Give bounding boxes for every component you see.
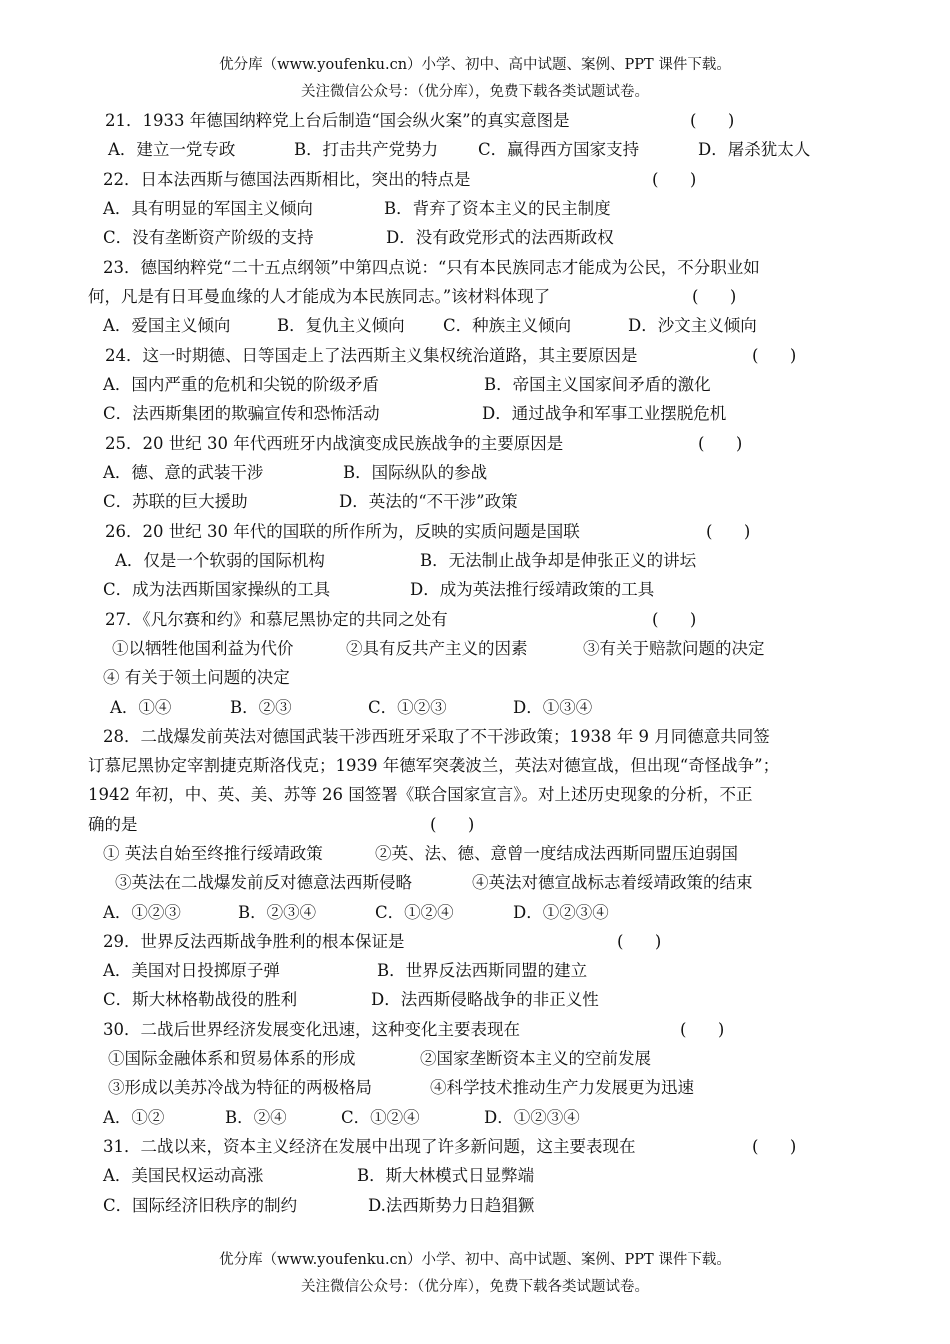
option-b: B．世界反法西斯同盟的建立 bbox=[377, 961, 588, 980]
answer-bracket: ( ) bbox=[617, 932, 662, 951]
option-b: B．②③④ bbox=[238, 903, 317, 922]
question-stem: 29．世界反法西斯战争胜利的根本保证是 bbox=[103, 932, 405, 951]
option-b: B．背弃了资本主义的民主制度 bbox=[384, 199, 611, 218]
option-a: A．①②③ bbox=[103, 903, 181, 922]
question-stem-line-2: 订慕尼黑协定宰割捷克斯洛伐克；1939 年德军突袭波兰，英法对德宣战，但出现“奇怪战争”； bbox=[88, 756, 780, 775]
question-stem: 31．二战以来，资本主义经济在发展中出现了许多新问题，这主要表现在 bbox=[103, 1137, 636, 1156]
option-b: B．斯大林模式日显弊端 bbox=[357, 1166, 535, 1185]
option-a: A．美国对日投掷原子弹 bbox=[103, 961, 280, 980]
statement-3: ③英法在二战爆发前反对德意法西斯侵略 bbox=[115, 873, 412, 892]
option-d: D．法西斯侵略战争的非正义性 bbox=[371, 990, 599, 1009]
question-stem: 21．1933 年德国纳粹党上台后制造“国会纵火案”的真实意图是 bbox=[105, 111, 570, 130]
question-stem: 22．日本法西斯与德国法西斯相比，突出的特点是 bbox=[103, 170, 471, 189]
answer-bracket: ( ) bbox=[752, 346, 797, 365]
option-b: B．②③ bbox=[230, 698, 292, 717]
question-stem: 25．20 世纪 30 年代西班牙内战演变成民族战争的主要原因是 bbox=[105, 434, 564, 453]
header-line-2: 关注微信公众号：（优分库），免费下载各类试题试卷。 bbox=[301, 84, 649, 100]
answer-bracket: ( ) bbox=[652, 170, 697, 189]
option-b: B．打击共产党势力 bbox=[294, 140, 439, 159]
option-a: A．具有明显的军国主义倾向 bbox=[103, 199, 313, 218]
option-a: A．①④ bbox=[110, 698, 172, 717]
answer-bracket: ( ) bbox=[692, 287, 737, 306]
statement-1: ①国际金融体系和贸易体系的形成 bbox=[108, 1049, 356, 1068]
page-header bbox=[0, 52, 950, 106]
option-b: B．帝国主义国家间矛盾的激化 bbox=[484, 375, 711, 394]
question-stem-line-3: 1942 年初，中、英、美、苏等 26 国签署《联合国家宣言》。对上述历史现象的分析，不正 bbox=[88, 785, 753, 804]
question-stem-line-1: 23．德国纳粹党“二十五点纲领”中第四点说：“只有本民族同志才能成为公民，不分职业如 bbox=[103, 258, 760, 277]
question-stem: 24．这一时期德、日等国走上了法西斯主义集权统治道路，其主要原因是 bbox=[105, 346, 638, 365]
statement-4: ④ 有关于领土问题的决定 bbox=[103, 668, 290, 687]
question-stem: 26．20 世纪 30 年代的国联的所作所为，反映的实质问题是国联 bbox=[105, 522, 580, 541]
option-c: C．①②④ bbox=[341, 1108, 420, 1127]
question-stem-line-2: 何，凡是有日耳曼血缘的人才能成为本民族同志。”该材料体现了 bbox=[88, 287, 551, 306]
option-b: B．②④ bbox=[225, 1108, 287, 1127]
option-d: D.法西斯势力日趋猖獗 bbox=[368, 1196, 535, 1215]
option-a: A．建立一党专政 bbox=[108, 140, 236, 159]
option-c: C．没有垄断资产阶级的支持 bbox=[103, 228, 314, 247]
statement-3: ③有关于赔款问题的决定 bbox=[583, 639, 765, 658]
question-stem-line-4: 确的是 bbox=[88, 815, 138, 834]
answer-bracket: ( ) bbox=[690, 111, 735, 130]
footer-line-1: 优分库（www.youfenku.cn）小学、初中、高中试题、案例、PPT 课件下载。 bbox=[219, 1252, 731, 1268]
option-d: D．成为英法推行绥靖政策的工具 bbox=[410, 580, 655, 599]
option-c: C．①②③ bbox=[368, 698, 447, 717]
answer-bracket: ( ) bbox=[430, 815, 475, 834]
option-c: C．赢得西方国家支持 bbox=[478, 140, 640, 159]
option-c: C．种族主义倾向 bbox=[443, 316, 572, 335]
answer-bracket: ( ) bbox=[706, 522, 751, 541]
statement-2: ②英、法、德、意曾一度结成法西斯同盟压迫弱国 bbox=[375, 844, 738, 863]
option-a: A．仅是一个软弱的国际机构 bbox=[115, 551, 325, 570]
option-d: D．①②③④ bbox=[484, 1108, 580, 1127]
option-d: D．①②③④ bbox=[513, 903, 609, 922]
question-stem-line-1: 28．二战爆发前英法对德国武装干涉西班牙采取了不干涉政策；1938 年 9 月同德意共同签 bbox=[103, 727, 770, 746]
option-d: D．没有政党形式的法西斯政权 bbox=[386, 228, 614, 247]
option-b: B．国际纵队的参战 bbox=[343, 463, 488, 482]
option-c: C．斯大林格勒战役的胜利 bbox=[103, 990, 298, 1009]
option-a: A．国内严重的危机和尖锐的阶级矛盾 bbox=[103, 375, 379, 394]
option-d: D．通过战争和军事工业摆脱危机 bbox=[482, 404, 727, 423]
option-c: C．成为法西斯国家操纵的工具 bbox=[103, 580, 331, 599]
option-c: C．苏联的巨大援助 bbox=[103, 492, 248, 511]
footer-line-2: 关注微信公众号：（优分库），免费下载各类试题试卷。 bbox=[301, 1279, 649, 1295]
answer-bracket: ( ) bbox=[752, 1137, 797, 1156]
option-c: C．①②④ bbox=[375, 903, 454, 922]
option-a: A．爱国主义倾向 bbox=[103, 316, 231, 335]
option-d: D．屠杀犹太人 bbox=[698, 140, 811, 159]
option-b: B．复仇主义倾向 bbox=[277, 316, 405, 335]
page-footer bbox=[0, 1247, 950, 1301]
statement-1: ①以牺牲他国利益为代价 bbox=[112, 639, 294, 658]
question-stem: 27．《凡尔赛和约》和慕尼黑协定的共同之处有 bbox=[105, 610, 448, 629]
option-a: A．美国民权运动高涨 bbox=[103, 1166, 264, 1185]
answer-bracket: ( ) bbox=[652, 610, 697, 629]
statement-2: ②国家垄断资本主义的空前发展 bbox=[420, 1049, 651, 1068]
header-line-1: 优分库（www.youfenku.cn）小学、初中、高中试题、案例、PPT 课件下载。 bbox=[219, 57, 731, 73]
answer-bracket: ( ) bbox=[698, 434, 743, 453]
option-d: D．沙文主义倾向 bbox=[628, 316, 757, 335]
statement-3: ③形成以美苏冷战为特征的两极格局 bbox=[108, 1078, 372, 1097]
option-c: C．国际经济旧秩序的制约 bbox=[103, 1196, 298, 1215]
option-a: A．德、意的武装干涉 bbox=[103, 463, 264, 482]
statement-4: ④科学技术推动生产力发展更为迅速 bbox=[430, 1078, 694, 1097]
statement-2: ②具有反共产主义的因素 bbox=[346, 639, 528, 658]
statement-4: ④英法对德宣战标志着绥靖政策的结束 bbox=[472, 873, 753, 892]
statement-1: ① 英法自始至终推行绥靖政策 bbox=[103, 844, 323, 863]
option-a: A．①② bbox=[103, 1108, 165, 1127]
option-c: C．法西斯集团的欺骗宣传和恐怖活动 bbox=[103, 404, 380, 423]
option-b: B．无法制止战争却是伸张正义的讲坛 bbox=[420, 551, 697, 570]
option-d: D．①③④ bbox=[513, 698, 593, 717]
question-stem: 30．二战后世界经济发展变化迅速，这种变化主要表现在 bbox=[103, 1020, 520, 1039]
answer-bracket: ( ) bbox=[680, 1020, 725, 1039]
option-d: D．英法的“不干涉”政策 bbox=[339, 492, 518, 511]
